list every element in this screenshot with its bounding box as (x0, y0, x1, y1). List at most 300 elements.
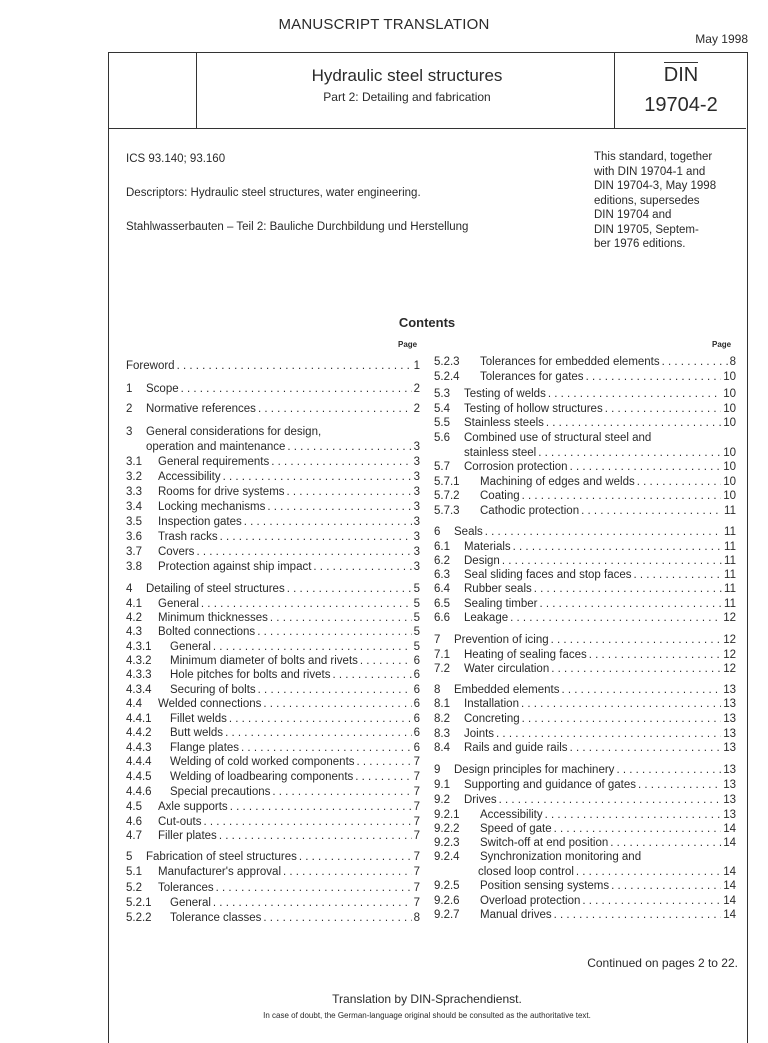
toc-entry-page: 3 (413, 501, 420, 513)
toc-entry-page: 3 (413, 486, 420, 498)
toc-entry-title: Locking mechanisms (158, 501, 266, 513)
toc-leader-dots (263, 912, 411, 924)
toc-leader-dots (299, 851, 412, 863)
toc-entry-title: Corrosion protection (464, 461, 568, 473)
toc-entry-number: 4.5 (126, 801, 142, 813)
toc-entry (434, 555, 736, 569)
toc-leader-dots (510, 612, 721, 624)
toc-entry-page: 3 (413, 561, 420, 573)
toc-entry-number: 3.7 (126, 546, 142, 558)
toc-entry-page: 5 (413, 598, 420, 610)
toc-entry-number: 5.1 (126, 866, 142, 878)
toc-entry (434, 851, 736, 865)
toc-leader-dots (244, 516, 412, 528)
toc-entry-page: 6 (413, 669, 420, 681)
toc-leader-dots (357, 756, 412, 768)
toc-entry (434, 663, 736, 677)
supersedes-line: This standard, together (594, 151, 713, 163)
toc-entry-number: 1 (126, 383, 133, 395)
toc-entry-page: 2 (413, 403, 420, 415)
toc-entry-page: 13 (723, 698, 736, 710)
toc-leader-dots (586, 371, 722, 383)
toc-entry-page: 6 (413, 742, 420, 754)
toc-entry-title: Accessibility (480, 809, 543, 821)
toc-entry-page: 10 (723, 490, 736, 502)
ics-code: ICS 93.140; 93.160 (126, 153, 226, 165)
toc-entry-title: Position sensing systems (480, 880, 610, 892)
toc-entry-title: Rails and guide rails (464, 742, 568, 754)
toc-entry-page: 13 (723, 794, 736, 806)
toc-entry-number: 7.2 (434, 663, 450, 675)
toc-leader-dots (181, 383, 412, 395)
toc-entry-page: 5 (413, 626, 420, 638)
toc-entry-number: 5.2 (126, 882, 142, 894)
toc-leader-dots (634, 569, 723, 581)
toc-entry-title: General considerations for design, (146, 426, 322, 438)
toc-leader-dots (605, 403, 722, 415)
toc-entry-title: Fabrication of steel structures (146, 851, 297, 863)
toc-entry-number: 4.4.3 (126, 742, 152, 754)
toc-leader-dots (213, 641, 412, 653)
toc-entry-page: 11 (724, 569, 736, 581)
toc-leader-dots (502, 555, 722, 567)
toc-entry (126, 655, 420, 669)
toc-entry (434, 505, 736, 519)
toc-leader-dots (225, 727, 412, 739)
toc-entry-number: 3.8 (126, 561, 142, 573)
header-title: MANUSCRIPT TRANSLATION (278, 16, 490, 33)
toc-leader-dots (287, 486, 412, 498)
toc-entry (126, 742, 420, 756)
toc-entry-page: 6 (413, 655, 420, 667)
toc-entry-title: operation and maintenance (146, 441, 286, 453)
title-divider-left (196, 52, 197, 128)
toc-entry-page: 10 (723, 388, 736, 400)
toc-entry-page: 3 (413, 531, 420, 543)
toc-leader-dots (582, 895, 721, 907)
toc-entry-number: 9.2.4 (434, 851, 460, 863)
toc-entry (434, 612, 736, 626)
toc-entry-number: 3.1 (126, 456, 142, 468)
toc-leader-dots (230, 801, 412, 813)
toc-leader-dots (267, 501, 411, 513)
toc-entry-page: 7 (413, 882, 420, 894)
toc-leader-dots (270, 612, 412, 624)
toc-entry-title: Tolerances (158, 882, 214, 894)
toc-entry-title: Inspection gates (158, 516, 242, 528)
toc-entry (434, 388, 736, 402)
toc-entry (126, 882, 420, 896)
supersedes-line: with DIN 19704-1 and (594, 165, 706, 178)
continued-note: Continued on pages 2 to 22. (587, 956, 738, 970)
toc-leader-dots (521, 698, 721, 710)
toc-entry-number: 5.5 (434, 417, 450, 429)
toc-entry (434, 866, 736, 880)
toc-entry-number: 9.2.3 (434, 837, 460, 849)
toc-entry-page: 10 (723, 417, 736, 429)
toc-entry-page: 11 (724, 505, 736, 517)
toc-leader-dots (203, 816, 411, 828)
toc-leader-dots (213, 897, 412, 909)
toc-entry (126, 912, 420, 926)
toc-entry-title: Axle supports (158, 801, 228, 813)
toc-entry-number: 9.2.7 (434, 909, 460, 921)
toc-leader-dots (258, 403, 412, 415)
toc-entry-page: 13 (723, 764, 736, 776)
toc-entry-page: 6 (413, 684, 420, 696)
toc-entry (126, 713, 420, 727)
toc-entry (434, 764, 736, 778)
toc-entry-title: Welded connections (158, 698, 262, 710)
toc-entry-page: 8 (729, 356, 736, 368)
toc-leader-dots (561, 684, 721, 696)
toc-entry (126, 360, 420, 374)
toc-leader-dots (258, 684, 412, 696)
toc-entry-title: Machining of edges and welds (480, 476, 635, 488)
toc-entry-page: 3 (413, 456, 420, 468)
toc-entry-title: Flange plates (170, 742, 240, 754)
toc-entry (126, 403, 420, 417)
toc-entry-title: Special precautions (170, 786, 271, 798)
translation-credit: Translation by DIN-Sprachendienst. (332, 992, 522, 1006)
toc-entry-page: 11 (724, 526, 736, 538)
toc-entry (434, 895, 736, 909)
toc-entry-number: 5.2.4 (434, 371, 460, 383)
toc-entry-page: 13 (723, 728, 736, 740)
supersedes-note (594, 150, 744, 252)
toc-entry (434, 728, 736, 742)
toc-entry-page: 13 (723, 809, 736, 821)
toc-entry-number: 8.2 (434, 713, 450, 725)
toc-entry (434, 698, 736, 712)
toc-entry-page: 7 (413, 756, 420, 768)
toc-leader-dots (485, 526, 722, 538)
toc-entry-page: 10 (723, 403, 736, 415)
toc-entry (434, 371, 736, 385)
toc-entry-title: Testing of welds (464, 388, 546, 400)
toc-entry-page: 7 (413, 866, 420, 878)
toc-entry (126, 626, 420, 640)
toc-entry-title: General (170, 897, 211, 909)
toc-leader-dots (616, 764, 721, 776)
toc-entry-page: 6 (413, 727, 420, 739)
toc-entry-number: 5.4 (434, 403, 450, 415)
supersedes-line: ber 1976 editions. (594, 238, 686, 250)
toc-entry-title: Welding of cold worked components (170, 756, 355, 768)
toc-leader-dots (581, 505, 722, 517)
toc-entry-number: 5.2.1 (126, 897, 152, 909)
toc-entry-title: Protection against ship impact (158, 561, 312, 573)
toc-entry (434, 880, 736, 894)
toc-entry-title: Embedded elements (454, 684, 560, 696)
toc-entry-page: 12 (723, 634, 736, 646)
toc-entry-number: 8 (434, 684, 441, 696)
toc-entry-number: 3.6 (126, 531, 142, 543)
toc-leader-dots (220, 531, 412, 543)
toc-entry (126, 851, 420, 865)
toc-leader-dots (263, 698, 411, 710)
toc-entry-title: Prevention of icing (454, 634, 549, 646)
toc-entry-title: Speed of gate (480, 823, 552, 835)
authoritative-text-note: In case of doubt, the German-language original should be consulted as the authoritative text. (263, 1011, 591, 1020)
toc-entry-number: 3 (126, 426, 133, 438)
toc-entry-number: 6.2 (434, 555, 450, 567)
toc-entry-page: 3 (413, 471, 420, 483)
toc-entry-page: 14 (723, 880, 736, 892)
toc-entry (126, 727, 420, 741)
toc-leader-dots (201, 598, 412, 610)
toc-entry (434, 490, 736, 504)
toc-entry (434, 447, 736, 461)
toc-leader-dots (548, 388, 721, 400)
toc-entry-number: 6.6 (434, 612, 450, 624)
toc-leader-dots (257, 626, 411, 638)
toc-entry (126, 641, 420, 655)
toc-entry-title: Securing of bolts (170, 684, 256, 696)
din-label: DIN (663, 64, 699, 86)
toc-entry-number: 5.7.2 (434, 490, 460, 502)
toc-entry-title: General requirements (158, 456, 270, 468)
toc-entry (434, 779, 736, 793)
toc-entry-title: Minimum thicknesses (158, 612, 268, 624)
toc-entry-page: 13 (723, 742, 736, 754)
standard-number: 19704-2 (644, 94, 718, 116)
toc-entry-number: 3.3 (126, 486, 142, 498)
toc-entry-number: 4.3.4 (126, 684, 152, 696)
toc-entry-page: 1 (413, 360, 420, 372)
toc-entry-number: 7.1 (434, 649, 450, 661)
toc-entry-title: Combined use of structural steel and (464, 432, 652, 444)
toc-entry-page: 13 (723, 684, 736, 696)
toc-entry-title: Drives (464, 794, 497, 806)
document-subtitle: Part 2: Detailing and fabrication (323, 90, 491, 104)
toc-entry (126, 441, 420, 455)
toc-entry-page: 5 (413, 641, 420, 653)
toc-entry-page: 7 (413, 851, 420, 863)
toc-entry-number: 6.3 (434, 569, 450, 581)
supersedes-line: DIN 19705, Septem- (594, 223, 699, 236)
toc-entry-number: 4.4.6 (126, 786, 152, 798)
toc-leader-dots (271, 456, 411, 468)
toc-entry-title: Scope (146, 383, 179, 395)
toc-entry-number: 4.3.3 (126, 669, 152, 681)
toc-leader-dots (499, 794, 722, 806)
toc-entry-title: Manual drives (480, 909, 552, 921)
toc-leader-dots (216, 882, 412, 894)
supersedes-line: editions, supersedes (594, 194, 700, 207)
toc-entry-number: 6.5 (434, 598, 450, 610)
contents-heading: Contents (398, 315, 456, 330)
toc-entry (126, 786, 420, 800)
toc-leader-dots (283, 866, 412, 878)
toc-entry-title: Joints (464, 728, 495, 740)
toc-entry-page: 5 (413, 612, 420, 624)
toc-entry-page: 10 (723, 476, 736, 488)
toc-leader-dots (522, 490, 722, 502)
toc-entry-page: 14 (723, 837, 736, 849)
toc-entry (126, 383, 420, 397)
toc-leader-dots (546, 417, 721, 429)
toc-entry (434, 541, 736, 555)
toc-entry (434, 742, 736, 756)
toc-entry-title: Tolerances for embedded elements (480, 356, 660, 368)
toc-entry (126, 471, 420, 485)
toc-entry (126, 756, 420, 770)
toc-leader-dots (570, 461, 722, 473)
toc-entry-number: 6.4 (434, 583, 450, 595)
toc-entry (434, 837, 736, 851)
toc-entry-title: Design principles for machinery (454, 764, 615, 776)
toc-entry-title: Synchronization monitoring and (480, 851, 642, 863)
toc-entry-page: 3 (413, 441, 420, 453)
toc-entry-title: Tolerance classes (170, 912, 262, 924)
toc-entry-title: Accessibility (158, 471, 221, 483)
toc-leader-dots (554, 909, 722, 921)
toc-entry-title: Heating of sealing faces (464, 649, 587, 661)
supersedes-line: DIN 19704 and (594, 209, 672, 221)
toc-entry (434, 823, 736, 837)
page-column-label-left: Page (398, 340, 418, 349)
toc-entry-page: 14 (723, 823, 736, 835)
toc-entry-page: 6 (413, 698, 420, 710)
toc-entry-page: 14 (723, 895, 736, 907)
toc-entry-number: 9.2.2 (434, 823, 460, 835)
toc-entry-number: 5.2.3 (434, 356, 460, 368)
toc-leader-dots (637, 476, 721, 488)
toc-entry (126, 698, 420, 712)
toc-entry-title: Cathodic protection (480, 505, 580, 517)
descriptors: Descriptors: Hydraulic steel structures, water engineering. (126, 187, 421, 199)
toc-leader-dots (313, 561, 411, 573)
toc-leader-dots (522, 713, 722, 725)
toc-entry-page: 14 (723, 866, 736, 878)
toc-entry-number: 4.6 (126, 816, 142, 828)
toc-entry-number: 2 (126, 403, 133, 415)
toc-entry-title: Concreting (464, 713, 520, 725)
toc-entry-number: 5.7.1 (434, 476, 460, 488)
toc-entry-title: Seal sliding faces and stop faces (464, 569, 632, 581)
toc-entry-title: Coating (480, 490, 520, 502)
toc-entry-page: 10 (723, 447, 736, 459)
toc-entry-number: 4.2 (126, 612, 142, 624)
toc-entry (126, 612, 420, 626)
toc-entry (434, 417, 736, 431)
toc-entry-page: 3 (413, 516, 420, 528)
toc-entry (126, 501, 420, 515)
toc-entry-number: 5 (126, 851, 133, 863)
toc-entry (434, 476, 736, 490)
toc-entry-number: 8.3 (434, 728, 450, 740)
title-divider-right (614, 52, 615, 128)
toc-leader-dots (241, 742, 412, 754)
toc-entry-page: 10 (723, 371, 736, 383)
toc-entry-number: 5.7 (434, 461, 450, 473)
toc-entry-number: 9.2 (434, 794, 450, 806)
toc-entry-page: 7 (413, 771, 420, 783)
toc-entry-title: Supporting and guidance of gates (464, 779, 636, 791)
toc-entry (434, 713, 736, 727)
page-column-label-right: Page (712, 340, 732, 349)
toc-entry-title: Hole pitches for bolts and rivets (170, 669, 331, 681)
toc-entry-number: 6 (434, 526, 441, 538)
toc-entry (126, 684, 420, 698)
toc-entry (434, 634, 736, 648)
toc-leader-dots (272, 786, 411, 798)
toc-entry-title: Welding of loadbearing components (170, 771, 354, 783)
toc-entry-page: 11 (724, 541, 736, 553)
toc-entry (434, 432, 736, 446)
toc-leader-dots (219, 830, 412, 842)
toc-entry (126, 486, 420, 500)
toc-leader-dots (638, 779, 721, 791)
toc-entry-title: Installation (464, 698, 519, 710)
toc-entry-page: 3 (413, 546, 420, 558)
toc-entry-title: Leakage (464, 612, 509, 624)
toc-entry-title: Bolted connections (158, 626, 256, 638)
toc-leader-dots (589, 649, 721, 661)
toc-entry (434, 909, 736, 923)
toc-leader-dots (551, 663, 721, 675)
toc-entry-title: Tolerances for gates (480, 371, 584, 383)
toc-entry-title: Manufacturer's approval (158, 866, 282, 878)
toc-entry-page: 7 (413, 786, 420, 798)
toc-entry-title: Testing of hollow structures (464, 403, 603, 415)
toc-leader-dots (355, 771, 411, 783)
toc-entry-number: 4 (126, 583, 133, 595)
toc-leader-dots (662, 356, 728, 368)
toc-entry-number: 5.3 (434, 388, 450, 400)
toc-entry-title: Rubber seals (464, 583, 532, 595)
toc-leader-dots (177, 360, 412, 372)
toc-entry-number: 9.1 (434, 779, 450, 791)
toc-entry (434, 526, 736, 540)
toc-entry (126, 816, 420, 830)
toc-entry-title: Rooms for drive systems (158, 486, 285, 498)
toc-entry-page: 12 (723, 649, 736, 661)
toc-entry-title: Switch-off at end position (480, 837, 609, 849)
toc-leader-dots (545, 809, 722, 821)
toc-entry-page: 14 (723, 909, 736, 921)
toc-entry (126, 801, 420, 815)
toc-entry (126, 583, 420, 597)
toc-leader-dots (360, 655, 412, 667)
toc-entry-title: Covers (158, 546, 195, 558)
toc-leader-dots (538, 447, 721, 459)
toc-entry-title: Trash racks (158, 531, 218, 543)
toc-entry (126, 426, 420, 440)
toc-entry (126, 561, 420, 575)
toc-entry-page: 13 (723, 713, 736, 725)
toc-entry-page: 12 (723, 612, 736, 624)
toc-entry-number: 4.4.4 (126, 756, 152, 768)
din-mark (616, 64, 746, 87)
toc-entry-number: 4.3.1 (126, 641, 152, 653)
toc-entry (126, 456, 420, 470)
toc-entry-title: Foreword (126, 360, 175, 372)
toc-entry-title: Normative references (146, 403, 256, 415)
toc-entry-title: Filler plates (158, 830, 217, 842)
toc-leader-dots (554, 823, 722, 835)
toc-entry-number: 4.1 (126, 598, 142, 610)
toc-entry-page: 7 (413, 816, 420, 828)
toc-leader-dots (496, 728, 721, 740)
toc-entry-title: closed loop control (478, 866, 574, 878)
toc-entry-number: 3.4 (126, 501, 142, 513)
toc-leader-dots (570, 742, 722, 754)
toc-entry-number: 8.1 (434, 698, 450, 710)
toc-entry-title: General (170, 641, 211, 653)
toc-entry-page: 7 (413, 830, 420, 842)
